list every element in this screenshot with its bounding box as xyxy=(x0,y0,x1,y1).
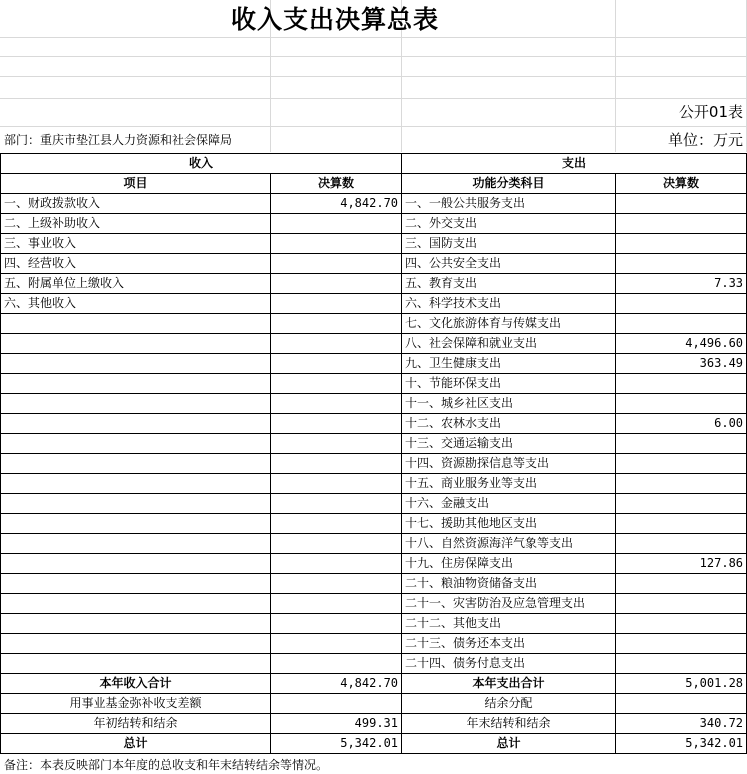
income-amount-cell xyxy=(271,554,402,574)
expense-amount-cell xyxy=(616,514,747,534)
income-item-cell xyxy=(1,554,271,574)
expense-amount-cell: 4,496.60 xyxy=(616,334,747,354)
table-row xyxy=(1,194,747,214)
income-item-cell xyxy=(1,574,271,594)
expense-amount-cell xyxy=(616,374,747,394)
expense-item-cell: 十六、金融支出 xyxy=(402,494,616,514)
summary-expense-amount: 340.72 xyxy=(616,714,747,734)
table-row xyxy=(1,574,747,594)
expense-amount-cell xyxy=(616,234,747,254)
expense-item-cell: 二十四、债务付息支出 xyxy=(402,654,616,674)
income-amount-cell: 4,842.70 xyxy=(271,194,402,214)
table-row xyxy=(1,434,747,454)
expense-item-cell: 七、文化旅游体育与传媒支出 xyxy=(402,314,616,334)
income-amount-cell xyxy=(271,354,402,374)
table-row xyxy=(1,554,747,574)
income-item-cell xyxy=(1,334,271,354)
table-row xyxy=(1,374,747,394)
expense-item-cell: 二、外交支出 xyxy=(402,214,616,234)
department-label: 部门：重庆市垫江县人力资源和社会保障局 xyxy=(4,133,233,147)
income-section-header: 收入 xyxy=(1,154,402,174)
table-row xyxy=(1,654,747,674)
summary-expense-amount xyxy=(616,694,747,714)
expense-amount-cell xyxy=(616,574,747,594)
footnote: 备注：本表反映部门本年度的总收支和年末结转结余等情况。 xyxy=(4,758,329,772)
income-item-cell xyxy=(1,654,271,674)
summary-income-amount: 499.31 xyxy=(271,714,402,734)
summary-income-label: 总计 xyxy=(1,734,271,754)
table-row xyxy=(1,534,747,554)
summary-expense-label: 年末结转和结余 xyxy=(402,714,616,734)
income-amount-cell xyxy=(271,594,402,614)
table-row xyxy=(1,474,747,494)
income-amount-cell xyxy=(271,214,402,234)
income-amount-cell xyxy=(271,494,402,514)
summary-row xyxy=(1,714,747,734)
income-item-cell xyxy=(1,434,271,454)
expense-item-cell: 六、科学技术支出 xyxy=(402,294,616,314)
table-row xyxy=(1,454,747,474)
table-row xyxy=(1,274,747,294)
income-item-cell: 二、上级补助收入 xyxy=(1,214,271,234)
budget-table xyxy=(0,153,747,754)
summary-expense-label: 本年支出合计 xyxy=(402,674,616,694)
income-amount-cell xyxy=(271,374,402,394)
summary-income-label: 年初结转和结余 xyxy=(1,714,271,734)
expense-item-cell: 九、卫生健康支出 xyxy=(402,354,616,374)
income-item-cell xyxy=(1,514,271,534)
income-amount-cell xyxy=(271,334,402,354)
income-amount-cell xyxy=(271,254,402,274)
expense-item-cell: 二十三、债务还本支出 xyxy=(402,634,616,654)
expense-item-cell: 十二、农林水支出 xyxy=(402,414,616,434)
expense-amount-cell: 127.86 xyxy=(616,554,747,574)
income-amount-cell xyxy=(271,414,402,434)
expense-item-cell: 三、国防支出 xyxy=(402,234,616,254)
section-header-row xyxy=(1,154,747,174)
table-row xyxy=(1,254,747,274)
expense-amount-cell xyxy=(616,194,747,214)
income-item-cell xyxy=(1,414,271,434)
income-amount-cell xyxy=(271,574,402,594)
expense-item-cell: 十七、援助其他地区支出 xyxy=(402,514,616,534)
expense-amount-cell xyxy=(616,614,747,634)
table-row xyxy=(1,294,747,314)
expense-amount-cell: 363.49 xyxy=(616,354,747,374)
summary-income-label: 用事业基金弥补收支差额 xyxy=(1,694,271,714)
income-amount-cell xyxy=(271,534,402,554)
income-amount-cell xyxy=(271,274,402,294)
expense-amount-cell xyxy=(616,214,747,234)
summary-expense-amount: 5,342.01 xyxy=(616,734,747,754)
expense-item-cell: 四、公共安全支出 xyxy=(402,254,616,274)
income-amount-cell xyxy=(271,634,402,654)
summary-row xyxy=(1,694,747,714)
income-item-cell: 六、其他收入 xyxy=(1,294,271,314)
function-item-column-header: 功能分类科目 xyxy=(402,174,616,194)
form-number: 公开01表 xyxy=(678,103,743,121)
income-amount-cell xyxy=(271,394,402,414)
summary-income-amount: 4,842.70 xyxy=(271,674,402,694)
expense-amount-cell: 7.33 xyxy=(616,274,747,294)
income-amount-cell xyxy=(271,514,402,534)
expense-item-cell: 十九、住房保障支出 xyxy=(402,554,616,574)
summary-row xyxy=(1,734,747,754)
expense-amount-cell xyxy=(616,254,747,274)
income-amount-cell xyxy=(271,454,402,474)
expense-item-cell: 二十二、其他支出 xyxy=(402,614,616,634)
table-row xyxy=(1,594,747,614)
table-row xyxy=(1,614,747,634)
expense-amount-cell xyxy=(616,494,747,514)
summary-income-amount xyxy=(271,694,402,714)
table-row xyxy=(1,394,747,414)
income-amount-cell xyxy=(271,234,402,254)
expense-item-cell: 二十、粮油物资储备支出 xyxy=(402,574,616,594)
expense-amount-cell xyxy=(616,434,747,454)
expense-amount-cell: 6.00 xyxy=(616,414,747,434)
table-row xyxy=(1,214,747,234)
summary-expense-amount: 5,001.28 xyxy=(616,674,747,694)
table-row xyxy=(1,514,747,534)
income-item-cell xyxy=(1,354,271,374)
income-item-cell xyxy=(1,614,271,634)
income-item-cell: 四、经营收入 xyxy=(1,254,271,274)
income-amount-cell xyxy=(271,474,402,494)
income-item-cell: 一、财政拨款收入 xyxy=(1,194,271,214)
table-row xyxy=(1,234,747,254)
expense-item-cell: 二十一、灾害防治及应急管理支出 xyxy=(402,594,616,614)
expense-amount-cell xyxy=(616,634,747,654)
expense-item-cell: 十一、城乡社区支出 xyxy=(402,394,616,414)
table-row xyxy=(1,494,747,514)
expense-item-cell: 十三、交通运输支出 xyxy=(402,434,616,454)
amount2-column-header: 决算数 xyxy=(616,174,747,194)
expense-amount-cell xyxy=(616,394,747,414)
expense-item-cell: 十四、资源勘探信息等支出 xyxy=(402,454,616,474)
table-row xyxy=(1,334,747,354)
income-item-cell: 五、附属单位上缴收入 xyxy=(1,274,271,294)
expense-section-header: 支出 xyxy=(402,154,747,174)
page-title: 收入支出决算总表 xyxy=(230,5,439,34)
amount-column-header: 决算数 xyxy=(271,174,402,194)
column-header-row xyxy=(1,174,747,194)
summary-income-label: 本年收入合计 xyxy=(1,674,271,694)
income-amount-cell xyxy=(271,434,402,454)
expense-item-cell: 十、节能环保支出 xyxy=(402,374,616,394)
unit-label: 单位：万元 xyxy=(667,131,743,149)
income-item-cell xyxy=(1,454,271,474)
summary-expense-label: 总计 xyxy=(402,734,616,754)
expense-amount-cell xyxy=(616,654,747,674)
income-item-cell xyxy=(1,594,271,614)
expense-item-cell: 八、社会保障和就业支出 xyxy=(402,334,616,354)
summary-row xyxy=(1,674,747,694)
income-item-cell xyxy=(1,314,271,334)
expense-item-cell: 一、一般公共服务支出 xyxy=(402,194,616,214)
expense-amount-cell xyxy=(616,314,747,334)
expense-item-cell: 十五、商业服务业等支出 xyxy=(402,474,616,494)
income-item-cell xyxy=(1,634,271,654)
income-item-cell xyxy=(1,534,271,554)
expense-amount-cell xyxy=(616,534,747,554)
table-row xyxy=(1,634,747,654)
item-column-header: 项目 xyxy=(1,174,271,194)
income-item-cell xyxy=(1,494,271,514)
summary-income-amount: 5,342.01 xyxy=(271,734,402,754)
income-amount-cell xyxy=(271,614,402,634)
expense-amount-cell xyxy=(616,454,747,474)
expense-item-cell: 十八、自然资源海洋气象等支出 xyxy=(402,534,616,554)
income-item-cell: 三、事业收入 xyxy=(1,234,271,254)
expense-amount-cell xyxy=(616,294,747,314)
table-row xyxy=(1,414,747,434)
summary-expense-label: 结余分配 xyxy=(402,694,616,714)
income-amount-cell xyxy=(271,294,402,314)
table-row xyxy=(1,314,747,334)
income-item-cell xyxy=(1,474,271,494)
expense-item-cell: 五、教育支出 xyxy=(402,274,616,294)
income-item-cell xyxy=(1,394,271,414)
income-amount-cell xyxy=(271,654,402,674)
income-item-cell xyxy=(1,374,271,394)
expense-amount-cell xyxy=(616,594,747,614)
table-row xyxy=(1,354,747,374)
expense-amount-cell xyxy=(616,474,747,494)
income-amount-cell xyxy=(271,314,402,334)
